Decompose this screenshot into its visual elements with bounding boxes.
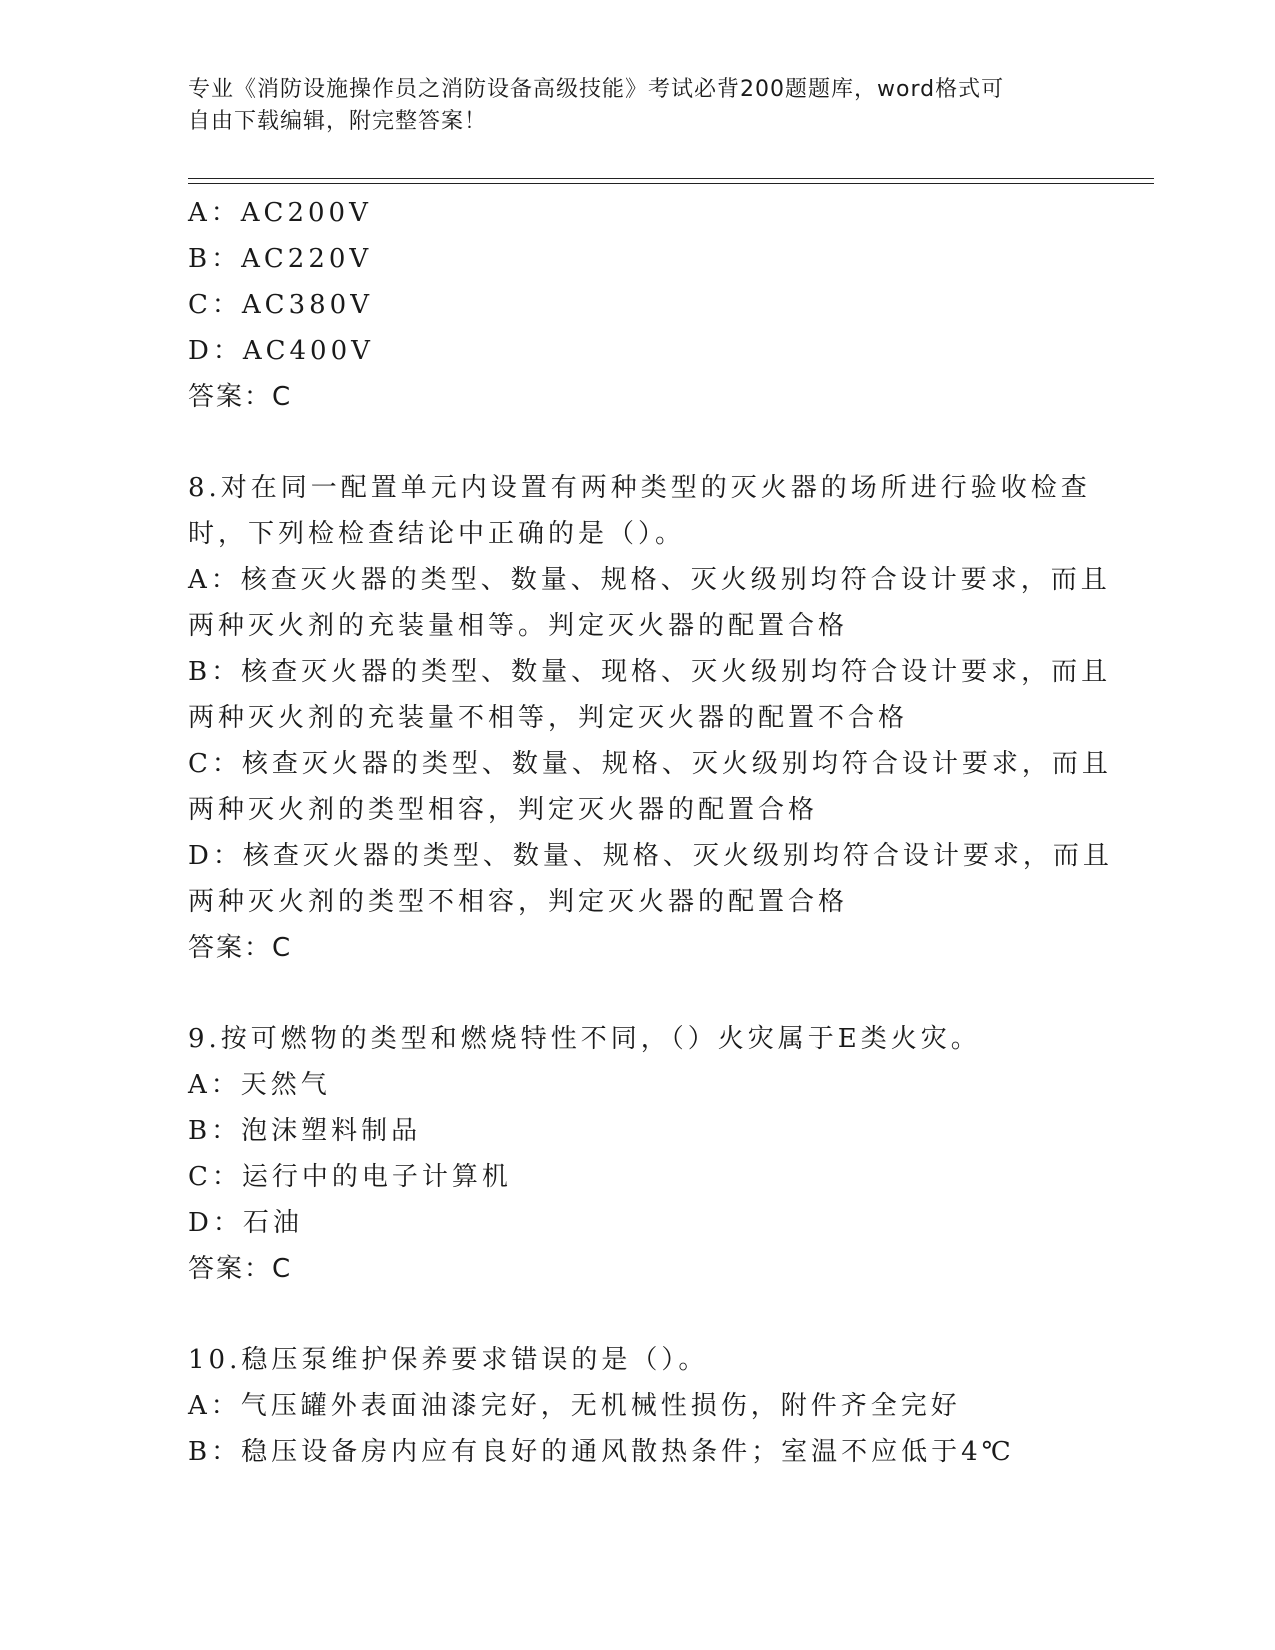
question-9 [188, 1016, 1108, 1292]
question-10 [188, 1337, 1108, 1475]
answer-line: 答案：C [188, 933, 293, 963]
answer-line: 答案：C [188, 382, 293, 412]
question-stem-line: 时，下列检检查结论中正确的是（）。 [188, 519, 686, 549]
spacer [188, 971, 1108, 1016]
option-d: D：核查灭火器的类型、数量、规格、灭火级别均符合设计要求，而且 [188, 841, 1113, 871]
question-list [188, 190, 1113, 1475]
question-stem-line: 9.按可燃物的类型和燃烧特性不同，（）火灾属于E类火灾。 [188, 1024, 981, 1054]
option-a: A：天然气 [188, 1070, 331, 1100]
option-a: A：核查灭火器的类型、数量、规格、灭火级别均符合设计要求，而且 [188, 565, 1111, 595]
answer-line: 答案：C [188, 1254, 293, 1284]
question-stem-line: 8.对在同一配置单元内设置有两种类型的灭火器的场所进行验收检查 [188, 473, 1091, 503]
header-divider-bottom [188, 183, 1154, 184]
option-a: A：AC200V [188, 198, 372, 228]
question-7 [188, 190, 1108, 420]
header-line-2: 自由下载编辑，附完整答案！ [188, 109, 488, 134]
option-d: D：石油 [188, 1208, 303, 1238]
option-c: C：核查灭火器的类型、数量、规格、灭火级别均符合设计要求，而且 [188, 749, 1112, 779]
spacer [188, 420, 1108, 465]
option-c: C：AC380V [188, 290, 373, 320]
option-a-continued: 两种灭火剂的充装量相等。判定灭火器的配置合格 [188, 611, 849, 641]
option-d-continued: 两种灭火剂的类型不相容，判定灭火器的配置合格 [188, 887, 849, 917]
option-b: B：AC220V [188, 244, 373, 274]
option-b-continued: 两种灭火剂的充装量不相等，判定灭火器的配置不合格 [188, 703, 909, 733]
option-b: B：稳压设备房内应有良好的通风散热条件；室温不应低于4℃ [188, 1437, 1015, 1467]
document-header [188, 74, 1088, 138]
header-line-1: 专业《消防设施操作员之消防设备高级技能》考试必背200题题库，word格式可 [188, 77, 1005, 102]
option-c: C：运行中的电子计算机 [188, 1162, 512, 1192]
question-8 [188, 465, 1113, 971]
option-b: B：核查灭火器的类型、数量、现格、灭火级别均符合设计要求，而且 [188, 657, 1112, 687]
option-c-continued: 两种灭火剂的类型相容，判定灭火器的配置合格 [188, 795, 819, 825]
option-a: A：气压罐外表面油漆完好，无机械性损伤，附件齐全完好 [188, 1391, 961, 1421]
question-stem-line: 10.稳压泵维护保养要求错误的是（）。 [188, 1345, 709, 1375]
spacer [188, 1292, 1108, 1337]
header-divider-top [188, 178, 1154, 179]
option-d: D：AC400V [188, 336, 374, 366]
option-b: B：泡沫塑料制品 [188, 1116, 422, 1146]
